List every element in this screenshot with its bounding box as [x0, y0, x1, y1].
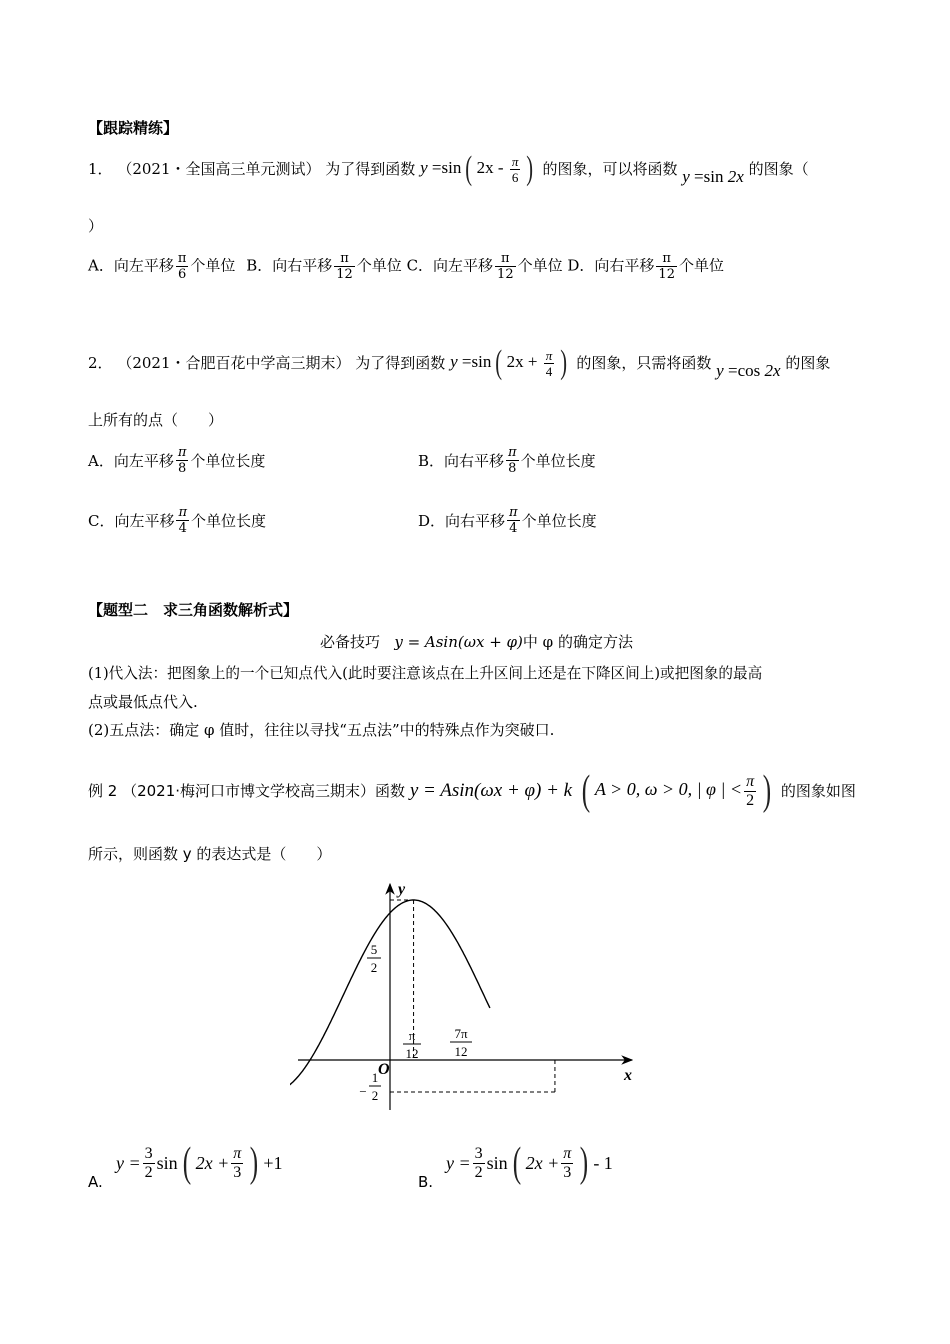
question-number: 2．	[88, 354, 113, 372]
tick-label-pi-12	[403, 1028, 421, 1061]
answer-b-label[interactable]: B.	[418, 1173, 434, 1191]
svg-text:2: 2	[371, 1088, 379, 1103]
formula-target: y =sin ( 2x + $\frac{\pi}{4}$ )	[450, 344, 568, 381]
method-1-line1: (1)代入法：把图象上的一个已知点代入(此时要注意该点在上升区间上还是在下降区间上)或把图象的最高	[88, 665, 763, 682]
svg-text:1: 1	[371, 1070, 379, 1085]
question-text: 的图象，可以将函数	[542, 160, 678, 178]
question-text-line2: 上所有的点（ ）	[88, 411, 224, 429]
question-source: （2021・合肥百花中学高三期末）	[117, 354, 351, 372]
answer-b-formula[interactable]: y = $\frac{3}{2}$ sin ( 2x + $\frac{\pi}{3}$ ) - 1	[446, 1140, 613, 1186]
section-title-type2: 【题型二 求三角函数解析式】	[88, 601, 299, 619]
svg-text:π: π	[408, 1028, 416, 1043]
function-graph	[290, 876, 650, 1116]
skill-heading: 必备技巧 y = Asin(ωx + φ)中 φ 的确定方法	[320, 633, 633, 651]
svg-text:2: 2	[370, 960, 378, 975]
x-axis-label: x	[624, 1067, 632, 1084]
svg-text:−: −	[359, 1084, 367, 1099]
formula-source: y =sin 2x	[682, 167, 744, 186]
question-number: 1．	[88, 160, 113, 178]
y-axis-label: y	[398, 881, 406, 898]
question-text: 的图象	[785, 354, 831, 372]
question-text: 为了得到函数	[325, 160, 416, 178]
question-2	[88, 346, 830, 380]
svg-text:5: 5	[370, 942, 378, 957]
example-text-line2: 所示，则函数 y 的表达式是（ ）	[88, 845, 332, 863]
max-value-label	[367, 942, 381, 975]
answer-a-formula[interactable]: y = $\frac{3}{2}$ sin ( 2x + $\frac{\pi}{3}$ ) +1	[116, 1140, 283, 1186]
example-2	[88, 770, 856, 812]
example-text: 的图象如图	[780, 782, 856, 800]
option-b[interactable]: B．向右平移 $\frac{\pi}{8}$ 个单位长度	[418, 445, 596, 476]
svg-text:12: 12	[454, 1044, 468, 1059]
question-source: （2021・全国高三单元测试）	[117, 160, 321, 178]
option-a[interactable]: A．向左平移 $\frac{\pi}{8}$ 个单位长度	[88, 445, 266, 476]
example-source: （2021·梅河口市博文学校高三期末）函数	[122, 782, 406, 800]
tick-label-7pi-12	[450, 1026, 472, 1059]
svg-text:7π: 7π	[454, 1026, 468, 1041]
formula-target: y =sin ( 2x - $\frac{\pi}{6}$ )	[420, 150, 534, 187]
answer-a-label[interactable]: A.	[88, 1173, 103, 1191]
example-condition: ( A > 0, ω > 0, | φ | < $\frac{\pi}{2}$ )	[581, 768, 772, 814]
method-2: (2)五点法：确定 φ 值时，往往以寻找“五点法”中的特殊点作为突破口.	[88, 721, 555, 739]
origin-label: O	[378, 1061, 390, 1078]
min-value-label	[359, 1070, 381, 1103]
option-d[interactable]: D．向右平移 $\frac{\pi}{12}$ 个单位	[567, 251, 724, 282]
question-1	[88, 152, 809, 186]
question-close-paren: ）	[88, 217, 104, 235]
section-title-tracking: 【跟踪精练】	[88, 119, 179, 137]
example-label: 例 2	[88, 782, 118, 800]
option-a[interactable]: A．向左平移 $\frac{\pi}{6}$ 个单位	[88, 251, 236, 282]
question-text: 为了得到函数	[355, 354, 446, 372]
q1-options	[88, 252, 724, 281]
question-text: 的图象，只需将函数	[576, 354, 712, 372]
option-c[interactable]: C．向左平移 $\frac{\pi}{12}$ 个单位	[406, 251, 563, 282]
option-c[interactable]: C．向左平移 $\frac{\pi}{4}$ 个单位长度	[88, 505, 267, 536]
example-formula: y = Asin(ωx + φ) + k	[409, 780, 573, 801]
svg-text:12: 12	[405, 1046, 419, 1061]
question-text: 的图象（	[748, 160, 809, 178]
method-1-line2: 点或最低点代入.	[88, 693, 198, 711]
option-b[interactable]: B．向右平移 $\frac{\pi}{12}$ 个单位	[246, 251, 402, 282]
formula-source: y =cos 2x	[716, 361, 781, 380]
option-d[interactable]: D．向右平移 $\frac{\pi}{4}$ 个单位长度	[418, 505, 597, 536]
